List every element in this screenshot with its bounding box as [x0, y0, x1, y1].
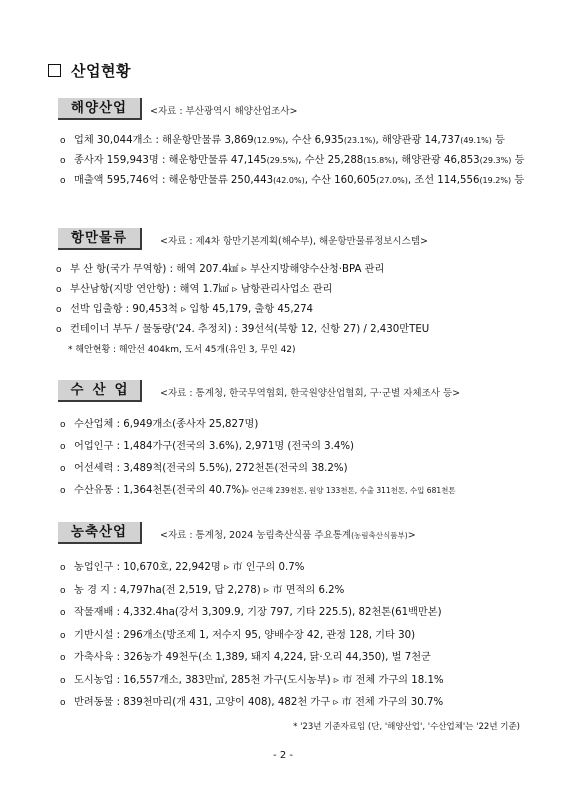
agri-source: <자료 : 통계청, 2024 농림축산식품 주요통계(농림축산식품부)>	[160, 530, 416, 541]
list-item: o 수산업체 : 6,949개소(종사자 25,827명)	[60, 419, 259, 430]
list-item: o 농업인구 : 10,670호, 22,942명 ▹ 市 인구의 0.7%	[60, 562, 305, 573]
agri-badge: 농축산업	[58, 522, 142, 544]
fishery-source: <자료 : 통계청, 한국무역협회, 한국원양산업협회, 구·군별 자체조사 등>	[160, 388, 461, 399]
port-source: <자료 : 제4차 항만기본계획(해수부), 해운항만물류정보시스템>	[160, 236, 428, 247]
list-item: o 부 산 항(국가 무역항) : 해역 207.4㎢ ▹ 부산지방해양수산청·BPA 관리	[56, 264, 385, 275]
page-title-text: 산업현황	[71, 62, 131, 80]
list-item: o 부산남항(지방 연안항) : 해역 1.7㎢ ▹ 남항관리사업소 관리	[56, 284, 333, 295]
marine-source: <자료 : 부산광역시 해양산업조사>	[150, 106, 298, 117]
port-list	[56, 260, 429, 360]
list-item: o 종사자 159,943명 : 해운항만물류 47,145(29.5%), 수산 25,288(15.8%), 해양관광 46,853(29.3%) 등	[60, 155, 525, 166]
marine-list	[60, 131, 524, 191]
agri-list	[60, 557, 444, 715]
note: * 해안현황 : 해안선 404km, 도서 45개(유인 3, 무인 42)	[68, 345, 296, 355]
list-item: o 농 경 지 : 4,797ha(전 2,519, 답 2,278) ▹ 市 면적의 6.2%	[60, 584, 345, 596]
page-number: - 2 -	[273, 750, 293, 761]
list-item: o 기반시설 : 296개소(방조제 1, 저수지 95, 양배수장 42, 관정 128, 기타 30)	[60, 629, 416, 641]
fishery-badge: 수산업	[58, 380, 142, 402]
list-item: o 어업인구 : 1,484가구(전국의 3.6%), 2,971명 (전국의 3.4%)	[60, 441, 355, 452]
page-title	[48, 60, 131, 81]
list-item: o 업체 30,044개소 : 해운항만물류 3,869(12.9%), 수산 6,935(23.1%), 해양관광 14,737(49.1%) 등	[60, 135, 505, 146]
port-badge: 항만물류	[58, 228, 142, 250]
list-item: o 도시농업 : 16,557개소, 383만㎡, 285천 가구(도시농부) ▹ 市 전체 가구의 18.1%	[60, 674, 444, 686]
list-item: o 수산유통 : 1,364천톤(전국의 40.7%)▹ 연근해 239천톤, 원양 133천톤, 수출 311천톤, 수입 681천톤	[60, 485, 456, 496]
list-item: o 가축사육 : 326농가 49천두(소 1,389, 돼지 4,224, 닭·오리 44,350), 벌 7천군	[60, 652, 431, 663]
fishery-list	[60, 414, 456, 502]
list-item: o 반려동물 : 839천마리(개 431, 고양이 408), 482천 가구 ▹ 市 전체 가구의 30.7%	[60, 697, 444, 708]
list-item: o 어선세력 : 3,489척(전국의 5.5%), 272천톤(전국의 38.2%)	[60, 463, 348, 474]
list-item: o 선박 입출항 : 90,453척 ▹ 입항 45,179, 출항 45,274	[56, 304, 314, 315]
list-item: o 작물재배 : 4,332.4ha(강서 3,309.9, 기장 797, 기타 225.5), 82천톤(61백만본)	[60, 607, 442, 618]
marine-badge: 해양산업	[58, 98, 142, 120]
list-item: o 매출액 595,746억 : 해운항만물류 250,443(42.0%), 수산 160,605(27.0%), 조선 114,556(19.2%) 등	[60, 175, 525, 186]
list-item: o 컨테이너 부두 / 물동량('24. 추정치) : 39선석(북항 12, 신항 27) / 2,430만TEU	[56, 324, 430, 335]
checkbox-square-icon	[48, 64, 61, 77]
footnote: * '23년 기준자료임 (단, '해양산업', '수산업체'는 '22년 기준)	[293, 722, 520, 732]
